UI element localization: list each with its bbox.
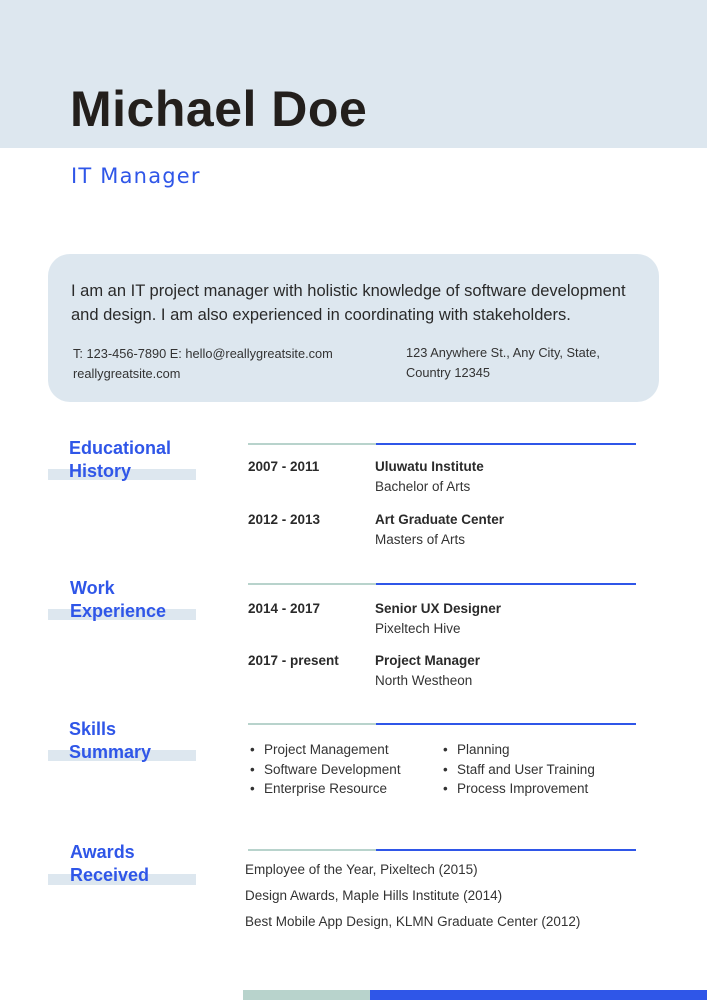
skills-heading-line1: Skills [69,719,117,739]
address-line-1: 123 Anywhere St., Any City, State, [406,345,600,360]
skill-item: • Software Development [248,760,401,780]
awards-heading-line1: Awards [70,842,135,862]
job-title: IT Manager [71,164,201,188]
section-rule-green [248,583,376,585]
section-rule-green [248,723,376,725]
skill-item: • Process Improvement [441,779,595,799]
skill-item: • Project Management [248,740,401,760]
section-rule-blue [376,443,636,445]
skill-item: • Planning [441,740,595,760]
section-rule-green [248,849,376,851]
section-rule-green [248,443,376,445]
section-rule-blue [376,723,636,725]
awards-heading-line2: Received [70,865,150,885]
education-heading-line2: History [69,461,132,481]
skill-item: • Enterprise Resource [248,779,401,799]
work-role: Senior UX Designer [375,601,502,616]
work-role: Project Manager [375,653,481,668]
education-heading [69,437,171,483]
education-period: 2007 - 2011 [248,459,320,474]
work-company: North Westheon [375,673,473,688]
awards-heading [70,841,149,887]
skill-item: • Staff and User Training [441,760,595,780]
work-heading-line1: Work [70,578,115,598]
summary-text: I am an IT project manager with holistic knowledge of software development and design. I am also experienced in coordinating with stakeholders. [71,282,626,324]
skills-list-left [248,740,401,799]
work-company: Pixeltech Hive [375,621,461,636]
education-institution: Art Graduate Center [375,512,505,527]
award-item: Best Mobile App Design, KLMN Graduate Center (2012) [245,914,581,929]
education-institution: Uluwatu Institute [375,459,484,474]
footer-bar-blue [370,990,707,1000]
contact-phone-email: T: 123-456-7890 E: hello@reallygreatsite.com [73,346,333,361]
award-item: Design Awards, Maple Hills Institute (2014) [245,888,503,903]
work-period: 2017 - present [248,653,339,668]
skills-list-right [441,740,595,799]
section-rule-blue [376,849,636,851]
work-heading-line2: Experience [70,601,167,621]
address-line-2: Country 12345 [406,365,490,380]
education-degree: Masters of Arts [375,532,466,547]
footer-bar-green [243,990,370,1000]
contact-website: reallygreatsite.com [73,366,181,381]
candidate-name: Michael Doe [70,81,368,137]
education-degree: Bachelor of Arts [375,479,471,494]
skills-heading-line2: Summary [69,742,152,762]
education-heading-line1: Educational [69,438,172,458]
skills-heading [69,718,151,764]
education-period: 2012 - 2013 [248,512,321,527]
work-period: 2014 - 2017 [248,601,321,616]
work-heading [70,577,166,623]
award-item: Employee of the Year, Pixeltech (2015) [245,862,478,877]
section-rule-blue [376,583,636,585]
